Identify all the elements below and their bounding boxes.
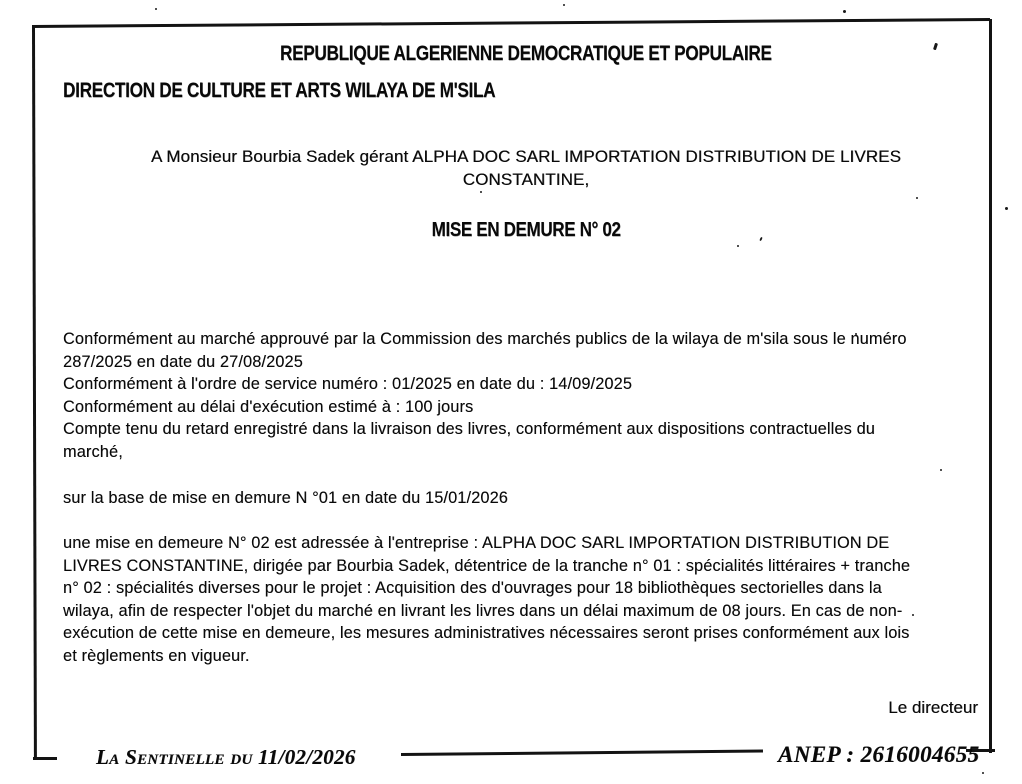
scan-speck [480, 191, 482, 193]
body-paragraph-2 [63, 487, 508, 510]
anep-reference: ANEP : 2616004655 [778, 742, 980, 767]
body-line: exécution de cette mise en demeure, les mesures administratives nécessaires seront prises conformément aux lois [63, 624, 910, 642]
republic-title: REPUBLIQUE ALGERIENNE DEMOCRATIQUE ET POPULAIRE [280, 42, 772, 65]
subject-title-row [30, 219, 1022, 242]
body-paragraph-3 [63, 532, 910, 667]
signature-line: Le directeur [888, 698, 978, 717]
scan-speck [155, 8, 157, 10]
body-line: Conformément au marché approuvé par la Commission des marchés publics de la wilaya de m'sila sous le numéro [63, 330, 907, 348]
footer-divider-line [401, 750, 763, 756]
body-line: wilaya, afin de respecter l'objet du marché en livrant les livres dans un délai maximum de 08 jours. En cas de non- [63, 601, 903, 620]
document-border-bottom-left-stub [33, 757, 57, 760]
body-line: Compte tenu du retard enregistré dans la livraison des livres, conformément aux dispositions contractuelles du [63, 420, 875, 438]
scan-speck [912, 614, 914, 616]
scan-speck [563, 4, 565, 6]
subject-title: MISE EN DEMURE N° 02 [431, 219, 621, 241]
body-line: sur la base de mise en demure N °01 en date du 15/01/2026 [63, 489, 508, 507]
body-paragraph-1 [63, 328, 907, 463]
scan-speck [982, 772, 984, 774]
scan-speck [916, 197, 918, 199]
body-line: Conformément à l'ordre de service numéro : 01/2025 en date du : 14/09/2025 [63, 375, 633, 393]
body-line: LIVRES CONSTANTINE, dirigée par Bourbia Sadek, détentrice de la tranche n° 01 : spécialités littéraires + tranche [63, 556, 911, 575]
scan-speck [940, 469, 942, 471]
scan-speck [843, 10, 846, 13]
body-line: Conformément au délai d'exécution estimé à : 100 jours [63, 397, 474, 416]
body-line: 287/2025 en date du 27/08/2025 [63, 352, 303, 371]
scan-speck [1005, 207, 1008, 210]
recipient-line-2-row [30, 170, 1022, 190]
body-line: marché, [63, 442, 123, 461]
body-line: n° 02 : spécialités diverses pour le projet : Acquisition des d'ouvrages pour 18 bibliothèques sectorielles dans la [63, 579, 882, 597]
document-border-left [32, 26, 37, 760]
republic-title-row [30, 42, 1022, 66]
scan-speck [737, 245, 739, 247]
recipient-line-1-row [30, 147, 1022, 167]
recipient-line-1: A Monsieur Bourbia Sadek gérant ALPHA DOC SARL IMPORTATION DISTRIBUTION DE LIVRES [150, 147, 902, 166]
document-border-top [32, 18, 990, 28]
body-line: une mise en demeure N° 02 est adressée à l'entreprise : ALPHA DOC SARL IMPORTATION DISTRIBUTION DE [63, 534, 890, 552]
document-border-right [989, 19, 992, 753]
recipient-line-2: CONSTANTINE, [462, 170, 590, 189]
body-line: et règlements en vigueur. [63, 646, 250, 665]
newspaper-date-label: La Sentinelle du 11/02/2026 [96, 745, 356, 769]
direction-title: DIRECTION DE CULTURE ET ARTS WILAYA DE M'SILA [63, 79, 496, 102]
